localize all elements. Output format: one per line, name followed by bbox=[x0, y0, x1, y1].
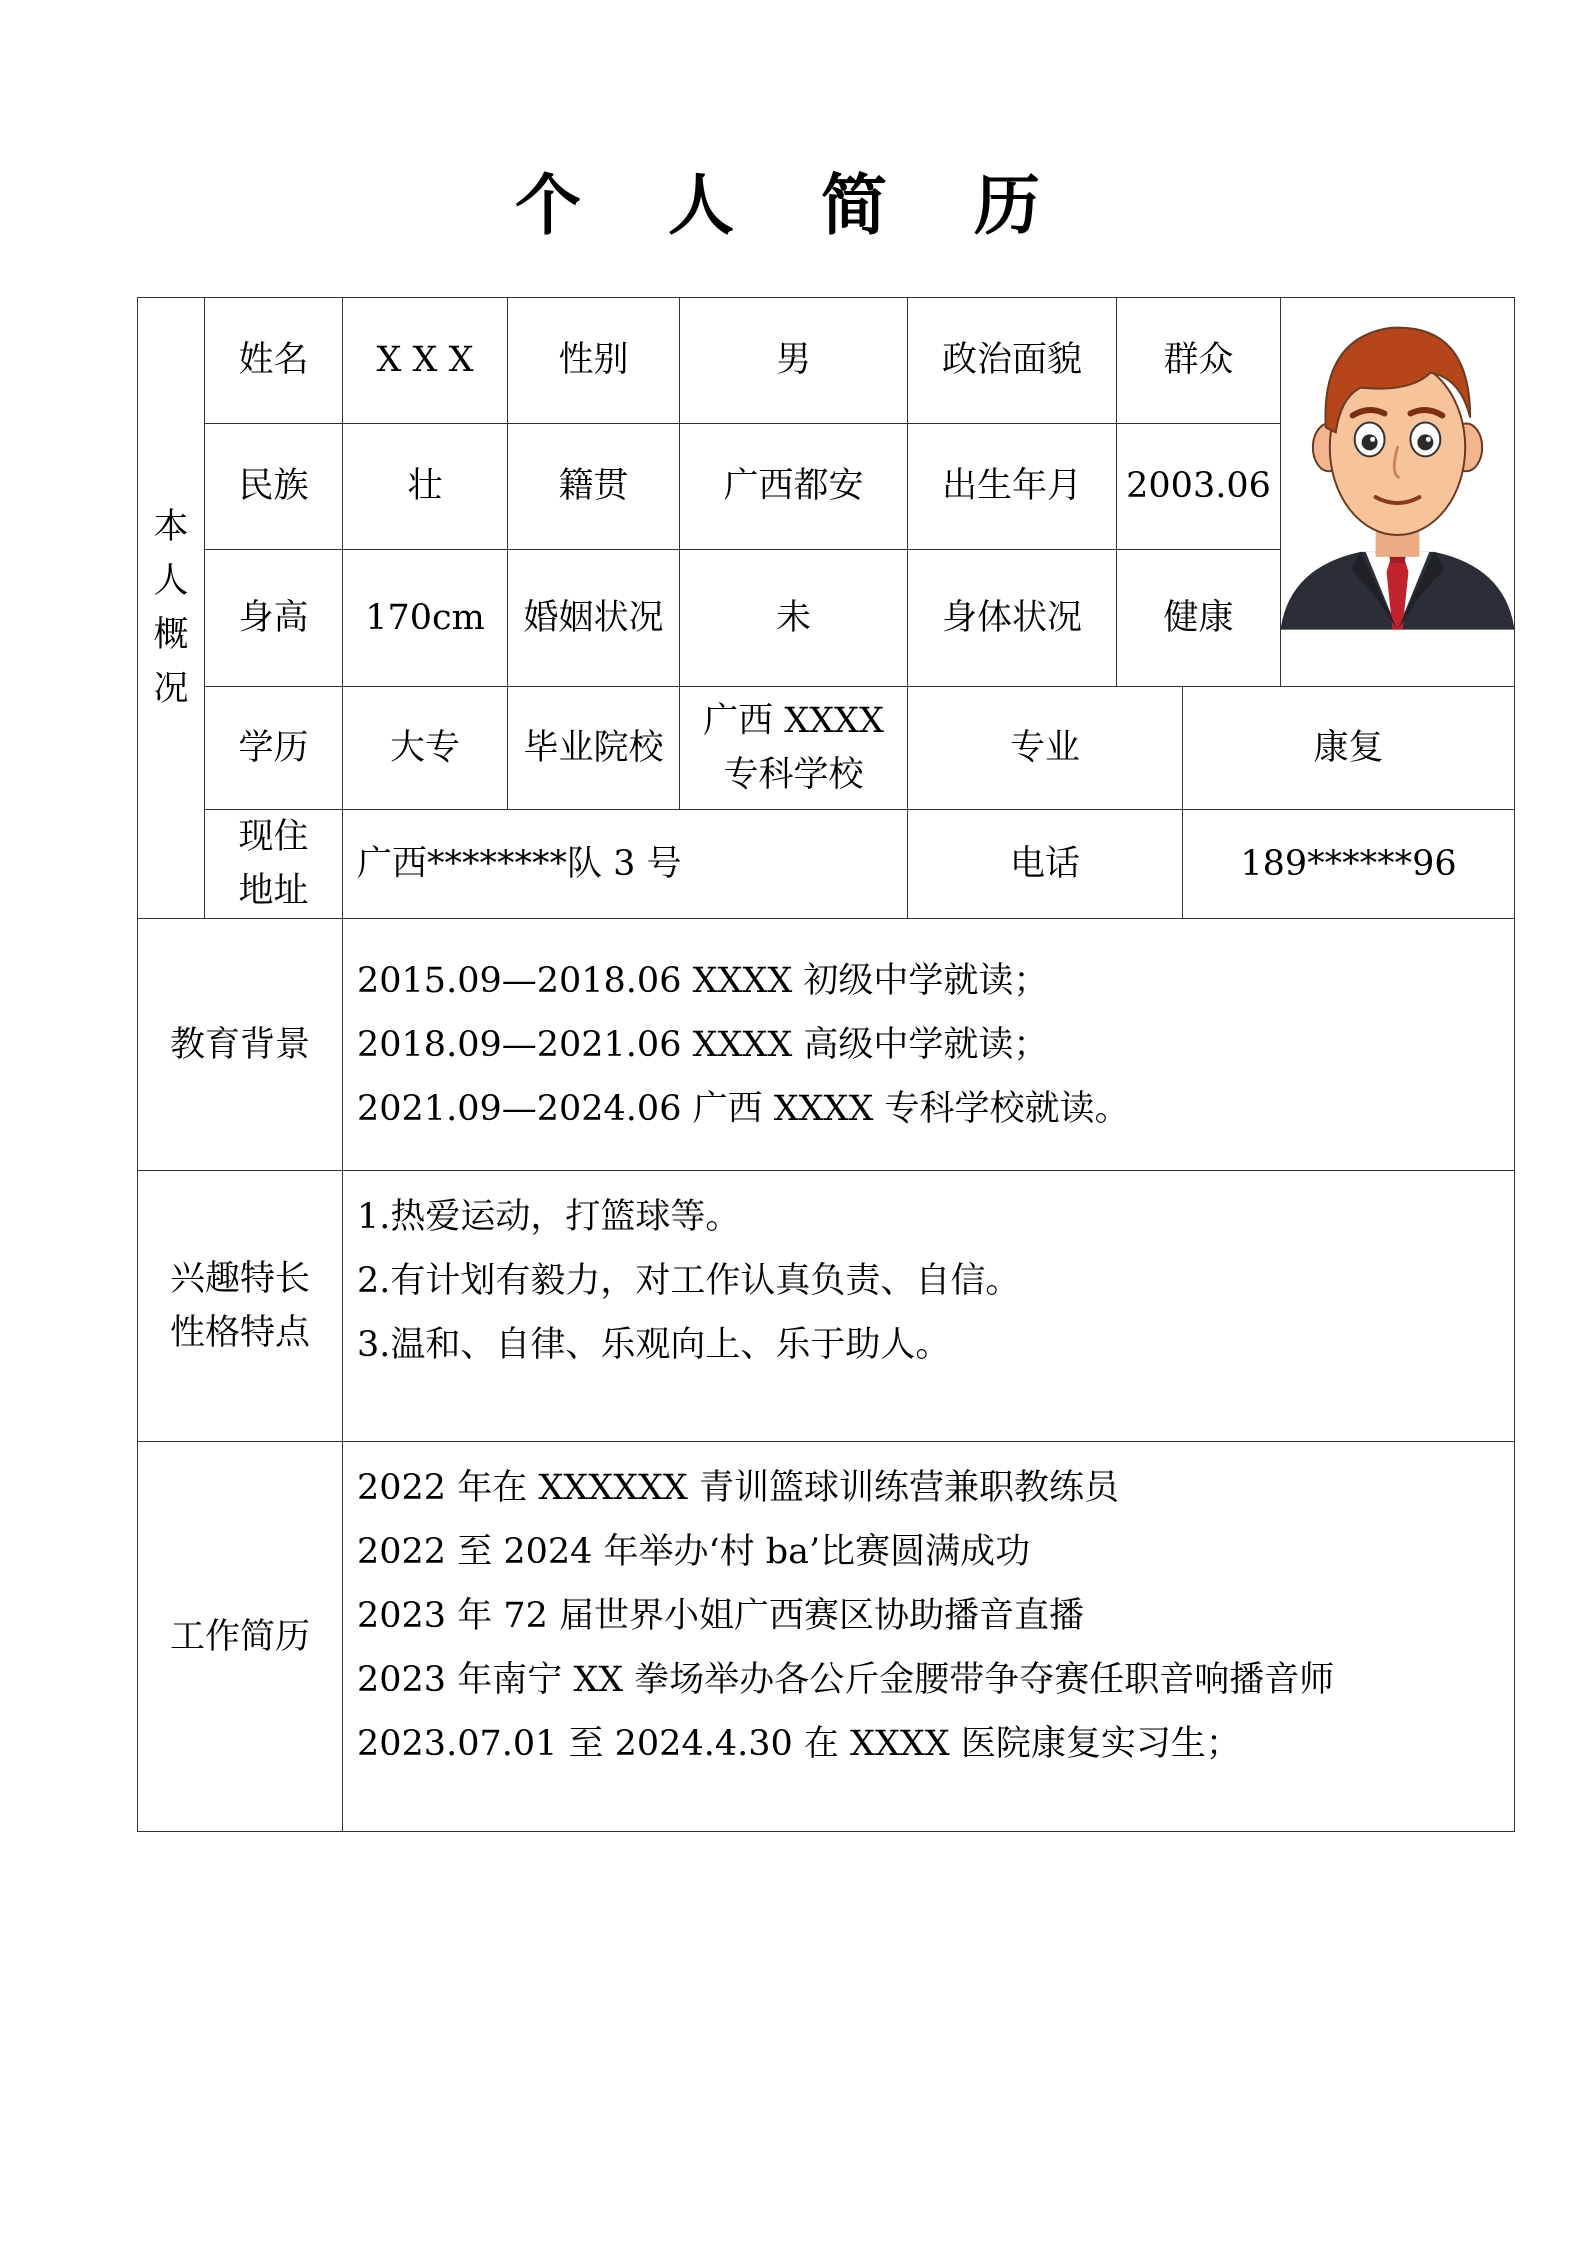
phone-label: 电话 bbox=[908, 810, 1183, 919]
marital-status-label: 婚姻状况 bbox=[508, 549, 680, 687]
native-place-value: 广西都安 bbox=[680, 423, 908, 549]
gender-label: 性别 bbox=[508, 298, 680, 424]
interests-personality-label: 兴趣特长 性格特点 bbox=[138, 1171, 343, 1442]
political-status-value: 群众 bbox=[1117, 298, 1281, 424]
graduated-school-value bbox=[680, 687, 908, 810]
native-place-label: 籍贯 bbox=[508, 423, 680, 549]
list-item: 2023 年南宁 XX 拳场举办各公斤金腰带争夺赛任职音响播音师 bbox=[357, 1660, 1335, 1701]
birth-date-value: 2003.06 bbox=[1117, 423, 1281, 549]
list-item: 2.有计划有毅力，对工作认真负责、自信。 bbox=[357, 1261, 1021, 1302]
birth-date-label: 出生年月 bbox=[908, 423, 1117, 549]
list-item: 1.热爱运动，打篮球等。 bbox=[357, 1197, 741, 1238]
interests-personality-list bbox=[343, 1171, 1515, 1442]
resume-table bbox=[137, 297, 1515, 1832]
education-level-label: 学历 bbox=[205, 687, 343, 810]
work-experience-label: 工作简历 bbox=[138, 1442, 343, 1832]
list-item: 2022 至 2024 年举办‘村 ba’比赛圆满成功 bbox=[357, 1532, 1031, 1573]
ethnicity-value: 壮 bbox=[343, 423, 508, 549]
major-label: 专业 bbox=[908, 687, 1183, 810]
list-item: 2022 年在 XXXXXX 青训篮球训练营兼职教练员 bbox=[357, 1468, 1119, 1509]
phone-value: 189******96 bbox=[1183, 810, 1515, 919]
school-line-1: 广西 XXXX bbox=[703, 701, 884, 742]
education-level-value: 大专 bbox=[343, 687, 508, 810]
page-title: 个 人 简 历 bbox=[515, 166, 1072, 244]
marital-status-value: 未 bbox=[680, 549, 908, 687]
photo bbox=[1281, 298, 1515, 687]
health-status-label: 身体状况 bbox=[908, 549, 1117, 687]
ethnicity-label: 民族 bbox=[205, 423, 343, 549]
list-item: 2018.09—2021.06 XXXX 高级中学就读； bbox=[357, 1024, 1049, 1065]
list-item: 3.温和、自律、乐观向上、乐于助人。 bbox=[357, 1325, 951, 1366]
cartoon-man-avatar-icon bbox=[1281, 298, 1514, 686]
list-item: 2015.09—2018.06 XXXX 初级中学就读； bbox=[357, 960, 1049, 1001]
health-status-value: 健康 bbox=[1117, 549, 1281, 687]
education-background-list bbox=[343, 919, 1515, 1171]
section-overview-label: 本 人 概 况 bbox=[138, 298, 205, 919]
graduated-school-label: 毕业院校 bbox=[508, 687, 680, 810]
height-label: 身高 bbox=[205, 549, 343, 687]
work-experience-list bbox=[343, 1442, 1515, 1832]
list-item: 2021.09—2024.06 广西 XXXX 专科学校就读。 bbox=[357, 1088, 1130, 1129]
political-status-label: 政治面貌 bbox=[908, 298, 1117, 424]
address-label: 现住 地址 bbox=[205, 810, 343, 919]
height-value: 170cm bbox=[343, 549, 508, 687]
gender-value: 男 bbox=[680, 298, 908, 424]
list-item: 2023.07.01 至 2024.4.30 在 XXXX 医院康复实习生； bbox=[357, 1724, 1241, 1765]
education-background-label: 教育背景 bbox=[138, 919, 343, 1171]
address-value: 广西********队 3 号 bbox=[343, 810, 908, 919]
list-item: 2023 年 72 届世界小姐广西赛区协助播音直播 bbox=[357, 1596, 1084, 1637]
name-value: X X X bbox=[343, 298, 508, 424]
name-label: 姓名 bbox=[205, 298, 343, 424]
major-value: 康复 bbox=[1183, 687, 1515, 810]
school-line-2: 专科学校 bbox=[723, 755, 864, 796]
